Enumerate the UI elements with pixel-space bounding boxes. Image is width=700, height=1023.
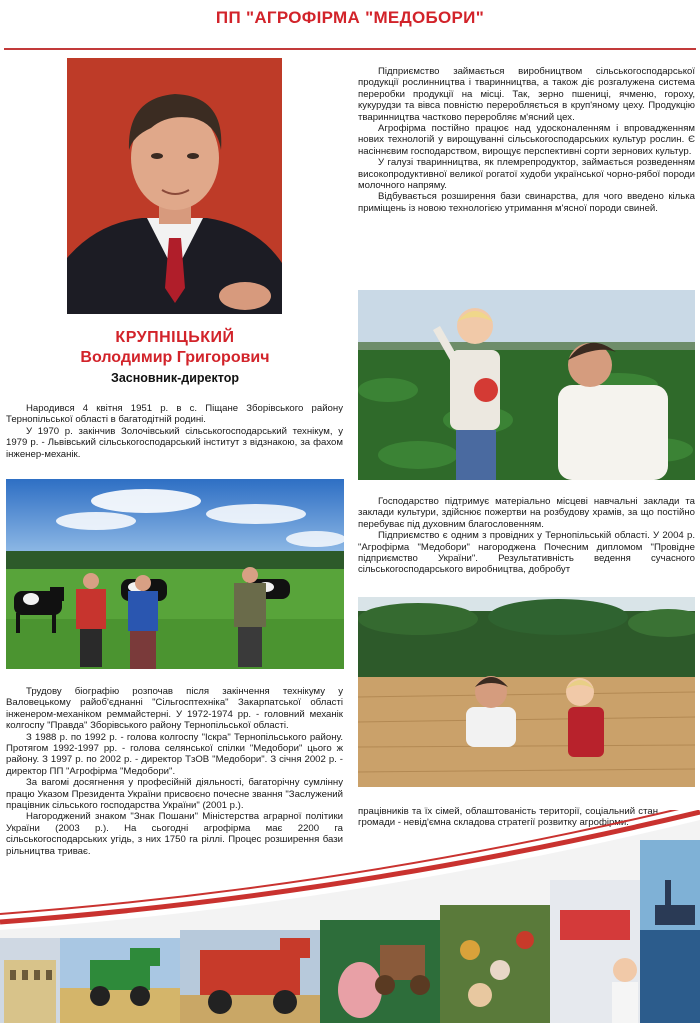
biography-intro — [6, 403, 343, 460]
child-field-photo — [358, 290, 695, 480]
person-name: Володимир Григорович — [80, 349, 270, 366]
paragraph: Народився 4 квітня 1951 р. в с. Піщане Зборівського району Тернопільської області в багатодітній родині. — [6, 403, 343, 426]
paragraph: Трудову біографію розпочав після закінчення технікуму у Валовецькому райоб'єднанні "Сільгосптехніка" Закарпатської області інженером-механіком реммайстерні. У 1972-1974 рр. - головний механік колгоспу "Правда" Зборівського району Тернопільської області. — [6, 686, 343, 732]
paragraph: Підприємство займається виробництвом сільськогосподарської продукції рослинництва і тваринництва, а також діє розгалужена система переробки продукції на місці. Так, зерно пшениці, ячменю, гороху, кукурудзи та вівса повністю переробляється в круп'яному цеху. Продукцію тваринництва частково переробляє м'ясний цех. — [358, 66, 695, 123]
portrait-photo — [67, 58, 282, 314]
company-description — [358, 66, 695, 214]
paragraph: У галузі тваринництва, як племрепродуктор, займається розведенням високопродуктивної великої рогатої худоби української чорно-рябої породи молочного напряму. — [358, 157, 695, 192]
paragraph: працівників та їх сімей, облаштованість території, соціальний стан громади - невід'ємна складова стратегії розвитку агрофірми. — [358, 806, 658, 829]
paragraph: Господарство підтримує матеріально місцеві навчальні заклади та заклади культури, здійснює пожертви на розбудову храмів, за що постійно перебуває під духовним благословенням. — [358, 496, 695, 530]
paragraph: За вагомі досягнення у професійній діяльності, багаторічну сумлінну працю Указом Президента України присвоєно почесне звання "Заслужений працівник сільського господарства України" (2001 р.). — [6, 777, 343, 812]
person-name-block — [60, 328, 290, 385]
farm-cows-photo — [6, 479, 344, 669]
person-surname: КРУПНІЦЬКИЙ — [115, 329, 235, 346]
wheat-field-photo — [358, 597, 695, 787]
community-support — [358, 496, 695, 576]
paragraph: З 1988 р. по 1992 р. - голова колгоспу "Іскра" Тернопільського району. Протягом 1992-1997 рр. - голова селянської спілки "Медобори" цього ж району. З 1997 р. по 2002 р. - директор ТзОВ "Медобори". З січня 2002 р. - директор ПП "Агрофірма "Медобори". — [6, 731, 343, 777]
paragraph: Агрофірма постійно працює над удосконаленням і впровадженням нових технологій у вирощуванні сільськогосподарських культур рослин. Є насіннєвим господарством, вирощує перспективні сорти зернових культур. — [358, 123, 695, 157]
paragraph: Підприємство є одним з провідних у Тернопільській області. У 2004 р. "Агрофірма "Медобори" нагороджена Почесним дипломом "Провідне підприємство України". Результативність ведення сучасного сільськогосподарського виробництва, добробут — [358, 530, 695, 576]
bottom-collage-band — [0, 810, 700, 1023]
paragraph: У 1970 р. закінчив Золочівський сільськогосподарський технікум, у 1979 р. - Львівський сільськогосподарський інститут з відзнакою, за фахом інженер-механік. — [6, 425, 343, 460]
title-divider — [4, 48, 696, 50]
paragraph: Відбувається розширення бази свинарства, для чого введено кілька приміщень із новою технологією утримання м'ясної породи свиней. — [358, 191, 695, 214]
paragraph: Нагороджений знаком "Знак Пошани" Міністерства аграрної політики України (2003 р.). На сьогодні агрофірма має 2200 га сільськогосподарських угідь, з них 1750 га ріллі. Процес розширення бази рільництва триває. — [6, 811, 343, 857]
page-title: ПП "АГРОФІРМА "МЕДОБОРИ" — [215, 8, 485, 27]
person-position: Засновник-директор — [111, 371, 239, 385]
